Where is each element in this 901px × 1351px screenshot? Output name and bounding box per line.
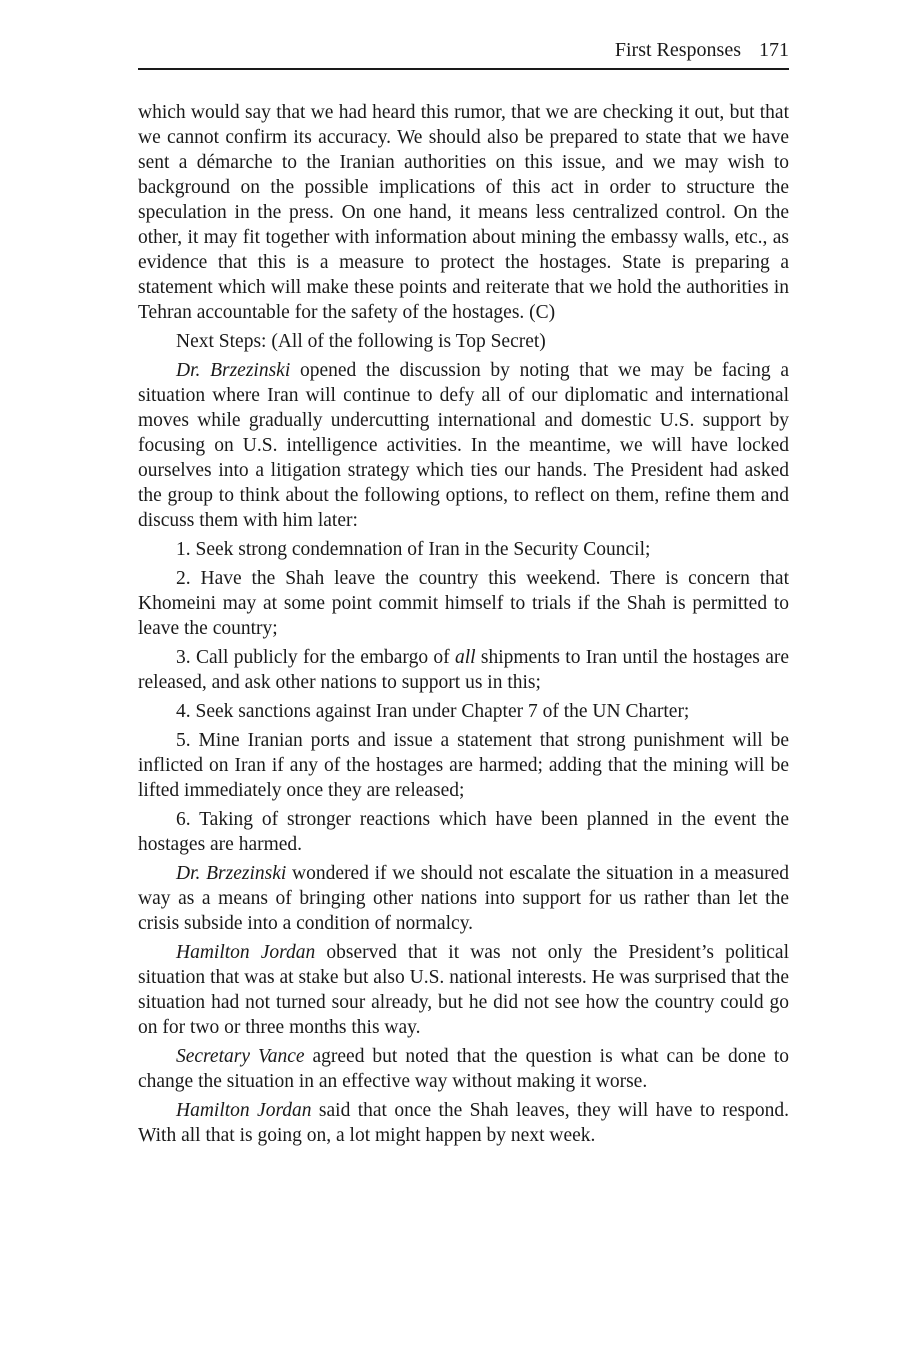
list-item	[138, 728, 789, 803]
paragraph	[138, 1044, 789, 1094]
list-item	[138, 807, 789, 857]
paragraph-text: 6. Taking of stronger reactions which have been planned in the event the hostages are harmed.	[138, 809, 789, 855]
paragraph-text: 5. Mine Iranian ports and issue a statement that strong punishment will be inflicted on Iran if any of the hostages are harmed; adding that the mining will be lifted immediately once they are released;	[138, 730, 789, 801]
list-item	[138, 699, 789, 724]
paragraph-text: 4. Seek sanctions against Iran under Chapter 7 of the UN Charter;	[176, 701, 690, 722]
paragraph	[138, 329, 789, 354]
paragraph-text: shipments to Iran until the hostages are released, and ask other nations to support us in this;	[138, 647, 790, 693]
running-head	[615, 36, 789, 64]
header-rule	[138, 68, 789, 70]
speaker-name: Secretary Vance	[176, 1046, 305, 1067]
list-item	[138, 537, 789, 562]
paragraph-text: wondered if we should not escalate the situation in a measured way as a means of bringing other nations into support for us rather than let the crisis subside into a condition of normalcy.	[138, 863, 789, 934]
paragraph-text: said that once the Shah leaves, they will have to respond. With all that is going on, a lot might happen by next week.	[138, 1100, 789, 1146]
paragraph-text: 1. Seek strong condemnation of Iran in the Security Council;	[176, 539, 651, 560]
paragraph-text: 3. Call publicly for the embargo of	[176, 647, 455, 668]
paragraph-text: which would say that we had heard this rumor, that we are checking it out, but that we cannot confirm its accuracy. We should also be prepared to state that we have sent a démarche to the Iranian authorities on this issue, and we may wish to background on the possible implications of this act in order to structure the speculation in the press. On one hand, it means less centralized control. On the other, it may fit together with information about mining the embassy walls, etc., as evidence that this is a measure to protect the hostages. State is preparing a statement which will make these points and reiterate that we hold the authorities in Tehran accountable for the safety of the hostages. (C)	[138, 102, 789, 323]
paragraph-text: agreed but noted that the question is what can be done to change the situation in an effective way without making it worse.	[138, 1046, 789, 1092]
running-title: First Responses	[614, 39, 741, 61]
paragraph	[138, 358, 789, 533]
emphasis: all	[454, 647, 476, 668]
paragraph-text: opened the discussion by noting that we may be facing a situation where Iran will continue to defy all of our diplomatic and international moves while gradually undercutting international and domestic U.S. support by focusing on U.S. intelligence activities. In the meantime, we will have locked ourselves into a litigation strategy which ties our hands. The President had asked the group to think about the following options, to reflect on them, refine them and discuss them with him later:	[138, 360, 789, 531]
paragraph	[138, 861, 789, 936]
speaker-name: Hamilton Jordan	[176, 942, 316, 963]
paragraph-text: 2. Have the Shah leave the country this weekend. There is concern that Khomeini may at some point commit himself to trials if the Shah is permitted to leave the country;	[138, 568, 789, 639]
paragraph-text: observed that it was not only the President’s political situation that was at stake but also U.S. national interests. He was surprised that the situation had not turned sour already, but he did not see how the country could go on for two or three months this way.	[138, 942, 789, 1038]
paragraph	[138, 100, 789, 325]
page-number: 171	[759, 39, 789, 61]
body-text	[138, 100, 789, 1152]
speaker-name: Dr. Brzezinski	[176, 863, 287, 884]
speaker-name: Hamilton Jordan	[176, 1100, 312, 1121]
list-item	[138, 566, 789, 641]
paragraph	[138, 940, 789, 1040]
paragraph-text: Next Steps: (All of the following is Top Secret)	[176, 331, 546, 352]
paragraph	[138, 1098, 789, 1148]
speaker-name: Dr. Brzezinski	[176, 360, 291, 381]
list-item	[138, 645, 789, 695]
